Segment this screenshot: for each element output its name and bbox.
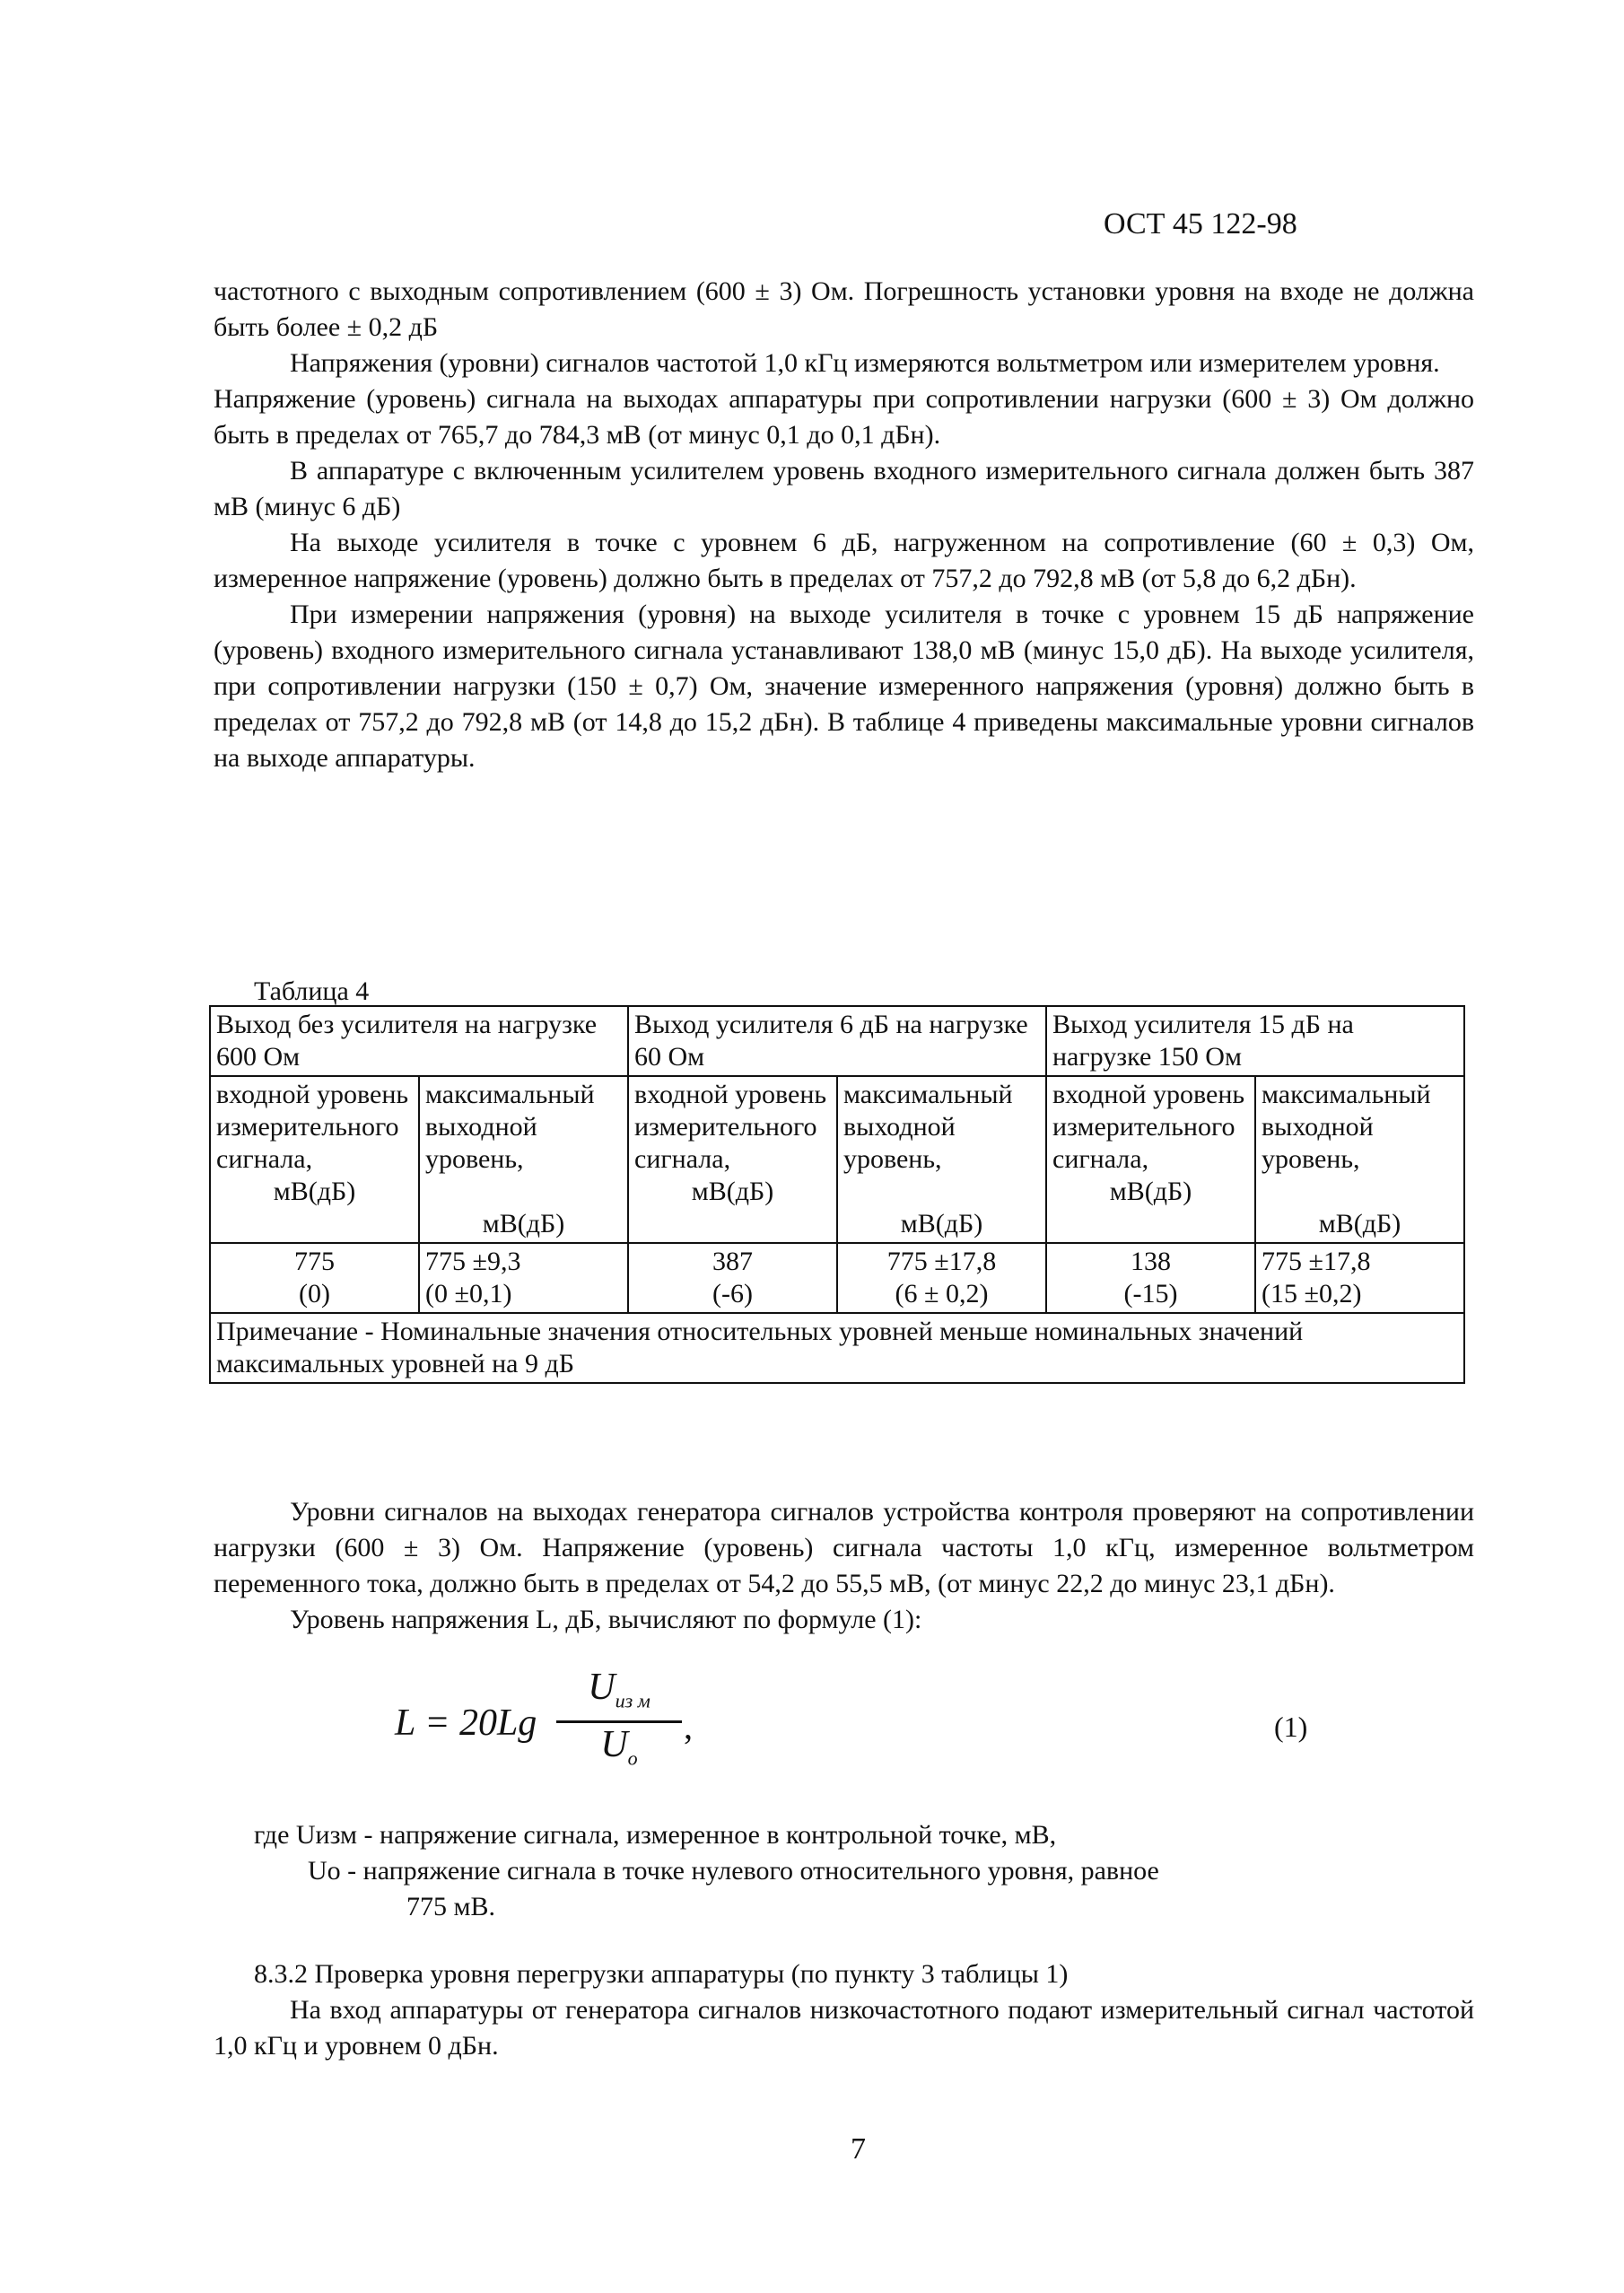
paragraph: В аппаратуре с включенным усилителем уровень входного измерительного сигнала должен быть 387 мВ (минус 6 дБ) <box>214 456 1474 521</box>
paragraph: На выходе усилителя в точке с уровнем 6 дБ, нагруженном на сопротивление (60 ± 0,3) Ом, измеренное напряжение (уровень) должно быть в пределах от 757,2 до 792,8 мВ (от 5,8 до 6,2 дБн). <box>214 528 1474 593</box>
cell-value: 138 <box>1131 1247 1171 1276</box>
unit-label: мВ(дБ) <box>273 1177 356 1206</box>
fraction-bar <box>556 1720 682 1723</box>
cell-value-db: (0) <box>299 1279 330 1308</box>
paragraph: Напряжения (уровни) сигналов частотой 1,0 кГц измеряются вольтметром или измерителем уровня. <box>290 348 1440 378</box>
formula-fraction <box>556 1669 682 1777</box>
subheader-cell <box>210 1076 419 1243</box>
table-note-row <box>210 1313 1464 1383</box>
group-header: Выход усилителя 6 дБ на нагрузке 60 Ом <box>628 1006 1046 1076</box>
legend-line: 775 мВ. <box>406 1892 495 1921</box>
unit-label: мВ(дБ) <box>1109 1177 1192 1206</box>
table-4 <box>209 1005 1465 1384</box>
paragraph: При измерении напряжения (уровня) на выходе усилителя в точке с уровнем 15 дБ напряжение (уровень) входного измерительного сигнала устанавливают 138,0 мВ (минус 15,0 дБ). На выходе усилителя, при сопротивлении нагрузки (150 ± 0,7) Ом, значение измеренного напряжения (уровня) должно быть в пределах от 757,2 до 792,8 мВ (от 14,8 до 15,2 дБн). В таблице 4 приведены максимальные уровни сигналов на выходе аппаратуры. <box>214 600 1474 773</box>
table-subheader-row <box>210 1076 1464 1243</box>
page-number: 7 <box>851 2132 866 2166</box>
unit-label: мВ(дБ) <box>482 1209 565 1238</box>
unit-label: мВ(дБ) <box>691 1177 774 1206</box>
subheader-cell <box>419 1076 628 1243</box>
cell-value-db: (15 ±0,2) <box>1262 1279 1362 1308</box>
group-header: Выход без усилителя на нагрузке 600 Ом <box>210 1006 628 1076</box>
table-cell <box>419 1243 628 1313</box>
unit-label: мВ(дБ) <box>1318 1209 1401 1238</box>
cell-value-db: (-15) <box>1123 1279 1178 1308</box>
document-code: ОСТ 45 122-98 <box>1104 207 1297 241</box>
table-cell <box>1046 1243 1255 1313</box>
paragraph: На вход аппаратуры от генератора сигналов низкочастотного подают измерительный сигнал частотой 1,0 кГц и уровнем 0 дБн. <box>214 1995 1474 2061</box>
cell-value-db: (-6) <box>712 1279 753 1308</box>
table-cell <box>1255 1243 1464 1313</box>
legend-line: где Uизм - напряжение сигнала, измеренное в контрольной точке, мВ, <box>254 1820 1057 1850</box>
table-cell <box>628 1243 837 1313</box>
subheader-text: входной уровень измерительного сигнала, <box>216 1080 409 1174</box>
legend-line: Uo - напряжение сигнала в точке нулевого относительного уровня, равное <box>308 1856 1159 1886</box>
formula-number: (1) <box>1274 1711 1308 1743</box>
subheader-text: максимальный выходной уровень, <box>1262 1080 1431 1174</box>
cell-value: 775 <box>294 1247 335 1276</box>
formula-lhs: L = 20Lg <box>395 1702 537 1744</box>
formula-numerator: $U_{из м}$ <box>588 1667 650 1712</box>
formula-denominator: $U_o$ <box>600 1724 638 1770</box>
subheader-cell <box>1255 1076 1464 1243</box>
subheader-text: максимальный выходной уровень, <box>843 1080 1013 1174</box>
table-cell <box>210 1243 419 1313</box>
cell-value-db: (0 ±0,1) <box>425 1279 512 1308</box>
formula-comma: , <box>684 1706 693 1746</box>
paragraph: Напряжение (уровень) сигнала на выходах аппаратуры при сопротивлении нагрузки (600 ± 3) Ом должно быть в пределах от 765,7 до 784,3 мВ (от минус 0,1 до 0,1 дБн). <box>214 384 1474 450</box>
subheader-cell <box>837 1076 1046 1243</box>
subheader-text: входной уровень измерительного сигнала, <box>634 1080 827 1174</box>
section-8-3-2 <box>214 1956 1474 2064</box>
subheader-text: максимальный выходной уровень, <box>425 1080 595 1174</box>
table-cell <box>837 1243 1046 1313</box>
cell-value: 387 <box>712 1247 753 1276</box>
paragraph: частотного с выходным сопротивлением (600 ± 3) Ом. Погрешность установки уровня на входе не должна быть более ± 0,2 дБ <box>214 276 1474 342</box>
table-note: Примечание - Номинальные значения относительных уровней меньше номинальных значений максимальных уровней на 9 дБ <box>210 1313 1464 1383</box>
paragraph: Уровень напряжения L, дБ, вычисляют по формуле (1): <box>290 1605 922 1634</box>
subheader-text: входной уровень измерительного сигнала, <box>1052 1080 1245 1174</box>
formula-1 <box>395 1669 1507 1786</box>
formula-legend <box>254 1817 1474 1925</box>
group-header: Выход усилителя 15 дБ на нагрузке 150 Ом <box>1046 1006 1464 1076</box>
subheader-cell <box>1046 1076 1255 1243</box>
table-group-header-row <box>210 1006 1464 1076</box>
unit-label: мВ(дБ) <box>900 1209 983 1238</box>
cell-value: 775 ±17,8 <box>1262 1247 1371 1276</box>
body-text-top <box>214 274 1474 776</box>
table-row <box>210 1243 1464 1313</box>
cell-value-db: (6 ± 0,2) <box>895 1279 989 1308</box>
body-text-mid <box>214 1494 1474 1638</box>
subheader-cell <box>628 1076 837 1243</box>
cell-value: 775 ±9,3 <box>425 1247 521 1276</box>
paragraph: Уровни сигналов на выходах генератора сигналов устройства контроля проверяют на сопротивлении нагрузки (600 ± 3) Ом. Напряжение (уровень) сигнала частоты 1,0 кГц, измеренное вольтметром переменного тока, должно быть в пределах от 54,2 до 55,5 мВ, (от минус 22,2 до минус 23,1 дБн). <box>214 1497 1474 1598</box>
table-caption: Таблица 4 <box>254 976 370 1006</box>
cell-value: 775 ±17,8 <box>886 1247 997 1276</box>
section-title: 8.3.2 Проверка уровня перегрузки аппаратуры (по пункту 3 таблицы 1) <box>254 1959 1069 1989</box>
